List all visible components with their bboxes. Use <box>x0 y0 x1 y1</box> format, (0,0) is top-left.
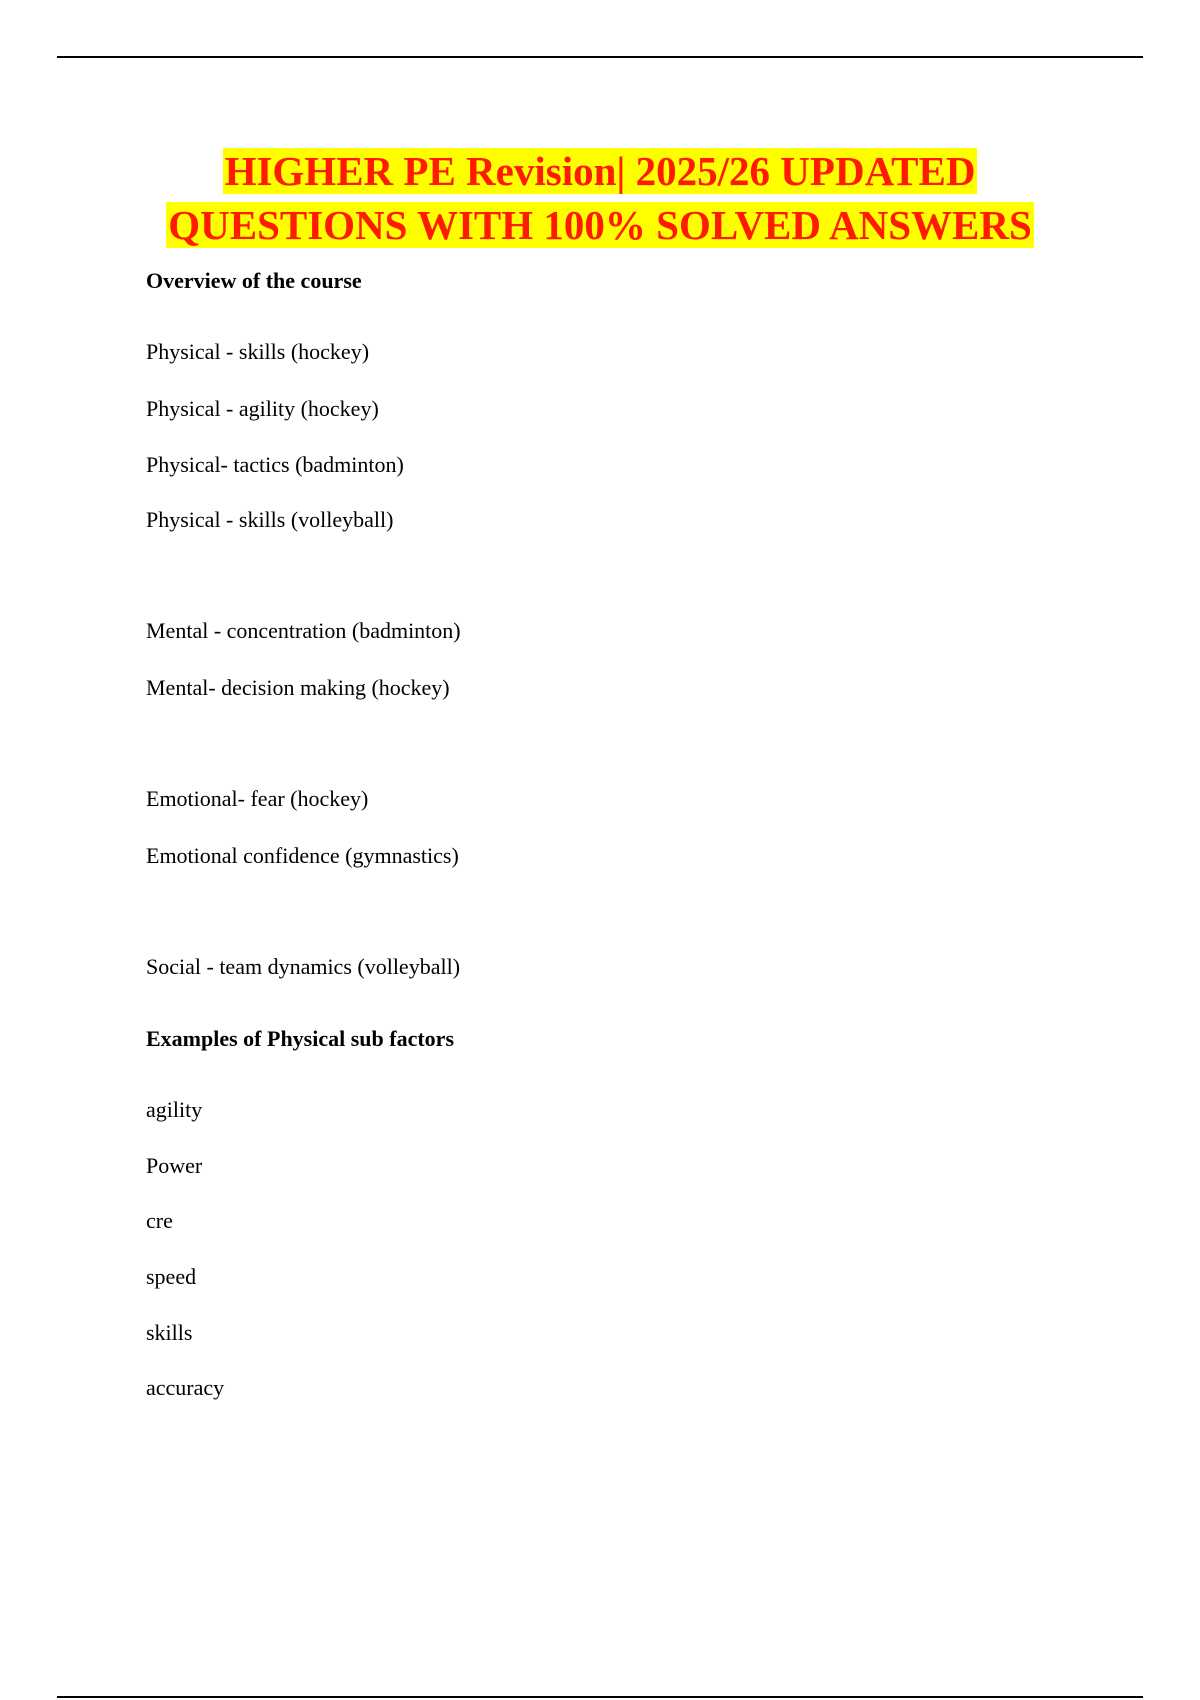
list-item: Emotional- fear (hockey) <box>146 786 369 811</box>
list-item: agility <box>146 1097 203 1122</box>
document-title <box>0 144 1200 252</box>
title-line-2-text: QUESTIONS WITH 100% SOLVED ANSWERS <box>168 202 1032 248</box>
list-item: Physical - agility (hockey) <box>146 396 379 421</box>
list-item: Social - team dynamics (volleyball) <box>146 954 461 979</box>
list-item: Physical - skills (hockey) <box>146 339 370 364</box>
list-item: Physical - skills (volleyball) <box>146 507 394 532</box>
bottom-rule <box>57 1696 1143 1698</box>
list-item: skills <box>146 1320 193 1345</box>
list-item: speed <box>146 1264 197 1289</box>
list-item: Emotional confidence (gymnastics) <box>146 843 459 868</box>
top-rule <box>57 56 1143 58</box>
list-item: Mental- decision making (hockey) <box>146 675 450 700</box>
list-item: Power <box>146 1153 203 1178</box>
section-heading-overview: Overview of the course <box>146 268 362 293</box>
list-item: accuracy <box>146 1375 225 1400</box>
title-line-1-text: HIGHER PE Revision| 2025/26 UPDATED <box>224 148 976 194</box>
title-line-2 <box>0 198 1200 252</box>
list-item: cre <box>146 1208 173 1233</box>
list-item: Physical- tactics (badminton) <box>146 452 404 477</box>
list-item: Mental - concentration (badminton) <box>146 618 461 643</box>
section-heading-physical-sub-factors: Examples of Physical sub factors <box>146 1026 454 1051</box>
title-line-1 <box>0 144 1200 198</box>
